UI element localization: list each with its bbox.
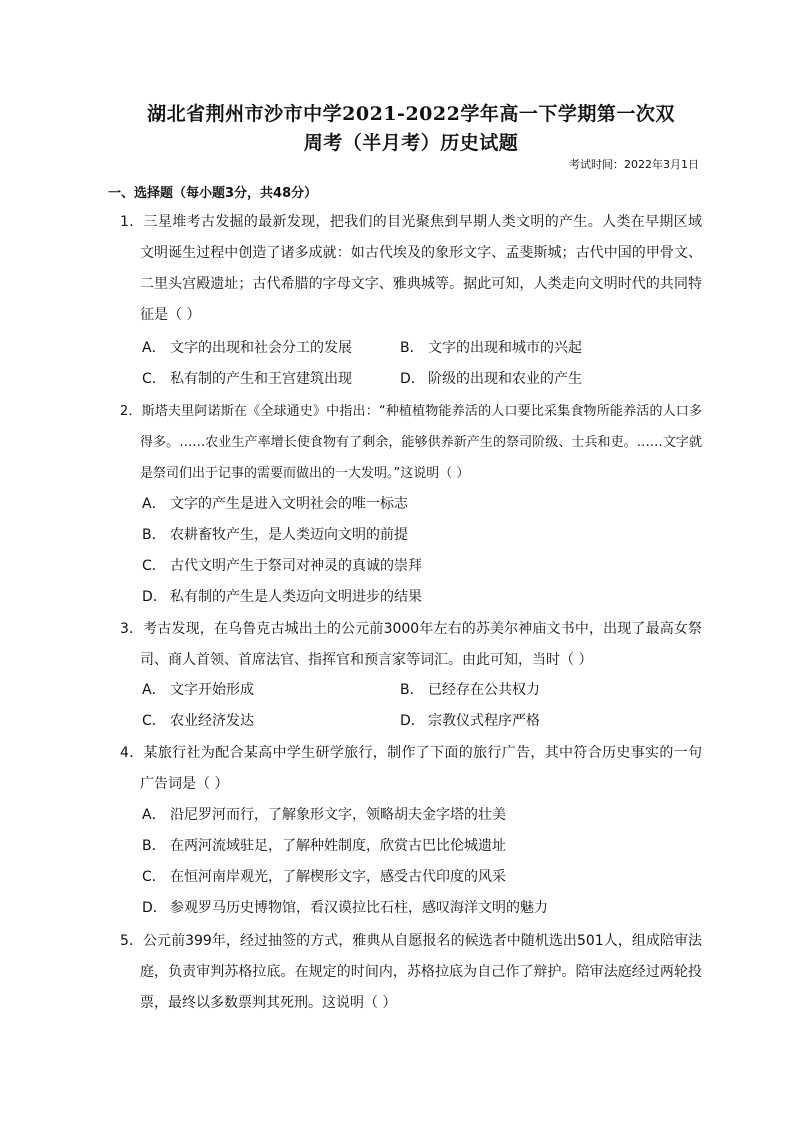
question-2-option-a: [142, 494, 408, 514]
question-3-stem: 3．考古发现，在乌鲁克古城出土的公元前3000年左右的苏美尔神庙文书中，出现了最高女祭司、商人首领、首席法官、指挥官和预言家等词汇。由此可知，当时（ ）: [120, 621, 702, 668]
question-1-option-c: [142, 369, 352, 389]
option-text: 在恒河南岸观光，了解楔形文字，感受古代印度的风采: [170, 869, 506, 885]
question-1-option-b: [400, 338, 582, 358]
title-line-2: 周考（半月考）历史试题: [303, 132, 519, 154]
option-label: D．: [400, 713, 425, 729]
question-4-option-b: [142, 836, 506, 856]
option-label: A．: [142, 682, 166, 698]
option-label: A．: [142, 340, 166, 356]
option-label: A．: [142, 807, 166, 823]
option-label: C．: [142, 371, 166, 387]
question-2-option-c: [142, 556, 422, 576]
option-text: 私有制的产生和王宫建筑出现: [170, 371, 352, 387]
option-text: 沿尼罗河而行，了解象形文字，领略胡夫金字塔的壮美: [170, 807, 506, 823]
question-3-option-b: [400, 680, 540, 700]
option-text: 私有制的产生是人类迈向文明进步的结果: [170, 589, 422, 605]
option-text: 农业经济发达: [170, 713, 254, 729]
option-label: B．: [142, 527, 166, 543]
option-text: 参观罗马历史博物馆，看汉谟拉比石柱，感叹海洋文明的魅力: [170, 900, 548, 916]
option-text: 宗教仪式程序严格: [428, 713, 540, 729]
exam-time: 考试时间：2022年3月1日: [569, 158, 699, 171]
question-4-option-d: [142, 898, 548, 918]
question-4-option-c: [142, 867, 506, 887]
option-text: 已经存在公共权力: [428, 682, 540, 698]
title-line-1: 湖北省荆州市沙市中学2021-2022学年高一下学期第一次双: [147, 103, 675, 125]
question-3-option-a: [142, 680, 254, 700]
option-text: 文字开始形成: [170, 682, 254, 698]
question-4-stem: 4．某旅行社为配合某高中学生研学旅行，制作了下面的旅行广告，其中符合历史事实的一句广告词是（ ）: [120, 745, 702, 792]
question-5-stem: 5．公元前399年，经过抽签的方式，雅典从自愿报名的候选者中随机选出501人，组成陪审法庭，负责审判苏格拉底。在规定的时间内，苏格拉底为自己作了辩护。陪审法庭经过两轮投票，最终以多数票判其死刑。这说明（ ）: [120, 933, 702, 1011]
option-label: C．: [142, 869, 166, 885]
option-text: 古代文明产生于祭司对神灵的真诚的崇拜: [170, 558, 422, 574]
question-1-option-d: [400, 369, 582, 389]
option-text: 文字的出现和社会分工的发展: [170, 340, 352, 356]
option-label: B．: [400, 682, 424, 698]
option-text: 阶级的出现和农业的产生: [428, 371, 582, 387]
option-label: D．: [400, 371, 425, 387]
option-text: 农耕畜牧产生，是人类迈向文明的前提: [170, 527, 408, 543]
question-2-stem: 2．斯塔夫里阿诺斯在《全球通史》中指出：“种植植物能养活的人口要比采集食物所能养活的人口多得多。……农业生产率增长使食物有了剩余，能够供养新产生的祭司阶级、士兵和吏。……文字就是祭司们出于记事的需要而做出的一大发明。”这说明（ ）: [120, 404, 702, 481]
option-text: 在两河流域驻足，了解种姓制度，欣赏古巴比伦城遗址: [170, 838, 506, 854]
option-label: A．: [142, 496, 166, 512]
question-2-option-d: [142, 587, 422, 607]
document-title: [120, 100, 702, 158]
question-3-option-c: [142, 711, 254, 731]
question-2-option-b: [142, 525, 408, 545]
question-4-option-a: [142, 805, 506, 825]
option-label: B．: [400, 340, 424, 356]
option-text: 文字的出现和城市的兴起: [428, 340, 582, 356]
option-text: 文字的产生是进入文明社会的唯一标志: [170, 496, 408, 512]
section-header: 一、选择题（每小题3分，共48分）: [108, 186, 318, 201]
option-label: C．: [142, 713, 166, 729]
option-label: B．: [142, 838, 166, 854]
option-label: D．: [142, 589, 167, 605]
question-1-stem: 1．三星堆考古发掘的最新发现，把我们的目光聚焦到早期人类文明的产生。人类在早期区域文明诞生过程中创造了诸多成就：如古代埃及的象形文字、孟斐斯城；古代中国的甲骨文、二里头宫殿遗址；古代希腊的字母文字、雅典城等。据此可知，人类走向文明时代的共同特征是（ ）: [120, 214, 702, 323]
question-3-option-d: [400, 711, 540, 731]
option-label: D．: [142, 900, 167, 916]
question-1-option-a: [142, 338, 352, 358]
option-label: C．: [142, 558, 166, 574]
